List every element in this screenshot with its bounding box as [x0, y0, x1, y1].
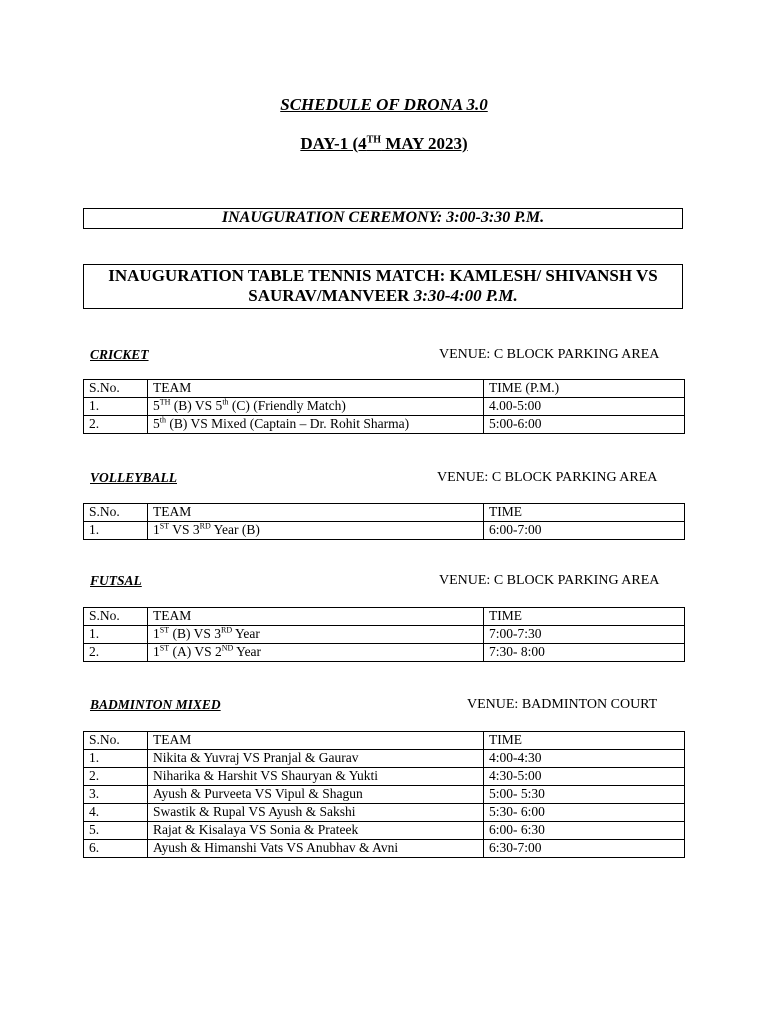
team-part: (B) VS 5 — [170, 398, 223, 413]
cell-time: 4:30-5:00 — [484, 768, 685, 786]
cell-team: Nikita & Yuvraj VS Pranjal & Gaurav — [148, 750, 484, 768]
volleyball-table — [83, 503, 685, 540]
cell-time: 6:00-7:00 — [484, 522, 685, 540]
cell-sno: 1. — [84, 398, 148, 416]
cell-time: 5:30- 6:00 — [484, 804, 685, 822]
table-header-row — [84, 608, 685, 626]
cell-sno: 3. — [84, 786, 148, 804]
table-row — [84, 840, 685, 858]
cell-team — [148, 644, 484, 662]
cell-time: 4.00-5:00 — [484, 398, 685, 416]
cell-team — [148, 522, 484, 540]
cell-team — [148, 398, 484, 416]
day-heading-sup: TH — [366, 134, 382, 146]
header-sno: S.No. — [84, 608, 148, 626]
cell-team: Ayush & Purveeta VS Vipul & Shagun — [148, 786, 484, 804]
header-sno: S.No. — [84, 380, 148, 398]
team-part: 1 — [153, 644, 160, 659]
header-team: TEAM — [148, 732, 484, 750]
cell-time: 4:00-4:30 — [484, 750, 685, 768]
team-sup: ST — [159, 521, 170, 531]
team-part: (B) VS 3 — [169, 626, 221, 641]
cell-sno: 4. — [84, 804, 148, 822]
team-part: Year (B) — [210, 522, 260, 537]
day-heading-pre: DAY-1 (4 — [300, 134, 367, 153]
volleyball-venue: VENUE: C BLOCK PARKING AREA — [437, 470, 658, 485]
team-part: VS 3 — [169, 522, 200, 537]
cell-time: 7:00-7:30 — [484, 626, 685, 644]
table-row — [84, 416, 685, 434]
team-part: 1 — [153, 626, 160, 641]
cell-team — [148, 416, 484, 434]
cell-time: 6:00- 6:30 — [484, 822, 685, 840]
badminton-heading: BADMINTON MIXED — [90, 697, 221, 712]
team-part: (C) (Friendly Match) — [228, 398, 346, 413]
team-part: (B) VS Mixed (Captain – Dr. Rohit Sharma) — [165, 416, 410, 431]
cell-team: Swastik & Rupal VS Ayush & Sakshi — [148, 804, 484, 822]
badminton-table — [83, 731, 685, 858]
cell-sno: 5. — [84, 822, 148, 840]
cell-time: 5:00-6:00 — [484, 416, 685, 434]
table-row — [84, 786, 685, 804]
futsal-table — [83, 607, 685, 662]
inauguration-match-line1: INAUGURATION TABLE TENNIS MATCH: KAMLESH/ SHIVANSH VS — [108, 266, 658, 285]
team-part: 5 — [153, 416, 160, 431]
cell-sno: 2. — [84, 644, 148, 662]
table-row — [84, 398, 685, 416]
header-sno: S.No. — [84, 732, 148, 750]
table-row — [84, 822, 685, 840]
cell-sno: 1. — [84, 522, 148, 540]
team-part: Year — [233, 644, 262, 659]
header-time: TIME — [484, 732, 685, 750]
futsal-heading: FUTSAL — [90, 573, 142, 588]
team-sup: ST — [159, 643, 170, 653]
table-header-row — [84, 380, 685, 398]
cell-sno: 6. — [84, 840, 148, 858]
team-part: 1 — [153, 522, 160, 537]
header-team: TEAM — [148, 504, 484, 522]
volleyball-heading: VOLLEYBALL — [90, 470, 177, 485]
table-header-row — [84, 732, 685, 750]
inauguration-match-line2 — [84, 286, 682, 306]
table-row — [84, 644, 685, 662]
page-title: SCHEDULE OF DRONA 3.0 — [280, 95, 488, 114]
cell-sno: 2. — [84, 768, 148, 786]
team-part: 5 — [153, 398, 160, 413]
team-sup: th — [222, 397, 229, 407]
cell-team: Ayush & Himanshi Vats VS Anubhav & Avni — [148, 840, 484, 858]
cell-sno: 2. — [84, 416, 148, 434]
cell-team: Niharika & Harshit VS Shauryan & Yukti — [148, 768, 484, 786]
team-sup: RD — [220, 625, 233, 635]
cricket-venue: VENUE: C BLOCK PARKING AREA — [439, 347, 660, 362]
badminton-venue: VENUE: BADMINTON COURT — [467, 697, 658, 712]
cricket-heading: CRICKET — [90, 347, 149, 362]
cell-sno: 1. — [84, 750, 148, 768]
team-sup: TH — [159, 397, 171, 407]
table-row — [84, 750, 685, 768]
team-sup: th — [159, 415, 166, 425]
cell-time: 7:30- 8:00 — [484, 644, 685, 662]
cell-time: 6:30-7:00 — [484, 840, 685, 858]
table-row — [84, 804, 685, 822]
team-sup: ND — [221, 643, 234, 653]
day-heading — [0, 134, 768, 154]
header-team: TEAM — [148, 380, 484, 398]
table-row — [84, 768, 685, 786]
cell-team: Rajat & Kisalaya VS Sonia & Prateek — [148, 822, 484, 840]
header-time: TIME (P.M.) — [484, 380, 685, 398]
futsal-venue: VENUE: C BLOCK PARKING AREA — [439, 573, 660, 588]
day-heading-post: MAY 2023) — [381, 134, 468, 153]
table-header-row — [84, 504, 685, 522]
inauguration-match-players: SAURAV/MANVEER — [248, 286, 410, 305]
table-row — [84, 522, 685, 540]
cricket-table — [83, 379, 685, 434]
header-sno: S.No. — [84, 504, 148, 522]
inauguration-match-time: 3:30-4:00 P.M. — [413, 286, 518, 305]
table-row — [84, 626, 685, 644]
team-part: (A) VS 2 — [169, 644, 222, 659]
header-team: TEAM — [148, 608, 484, 626]
header-time: TIME — [484, 608, 685, 626]
team-sup: ST — [159, 625, 170, 635]
team-part: Year — [232, 626, 260, 641]
inauguration-match-box — [83, 264, 683, 309]
cell-team — [148, 626, 484, 644]
team-sup: RD — [199, 521, 211, 531]
header-time: TIME — [484, 504, 685, 522]
cell-sno: 1. — [84, 626, 148, 644]
cell-time: 5:00- 5:30 — [484, 786, 685, 804]
inauguration-ceremony-box: INAUGURATION CEREMONY: 3:00-3:30 P.M. — [83, 208, 683, 229]
